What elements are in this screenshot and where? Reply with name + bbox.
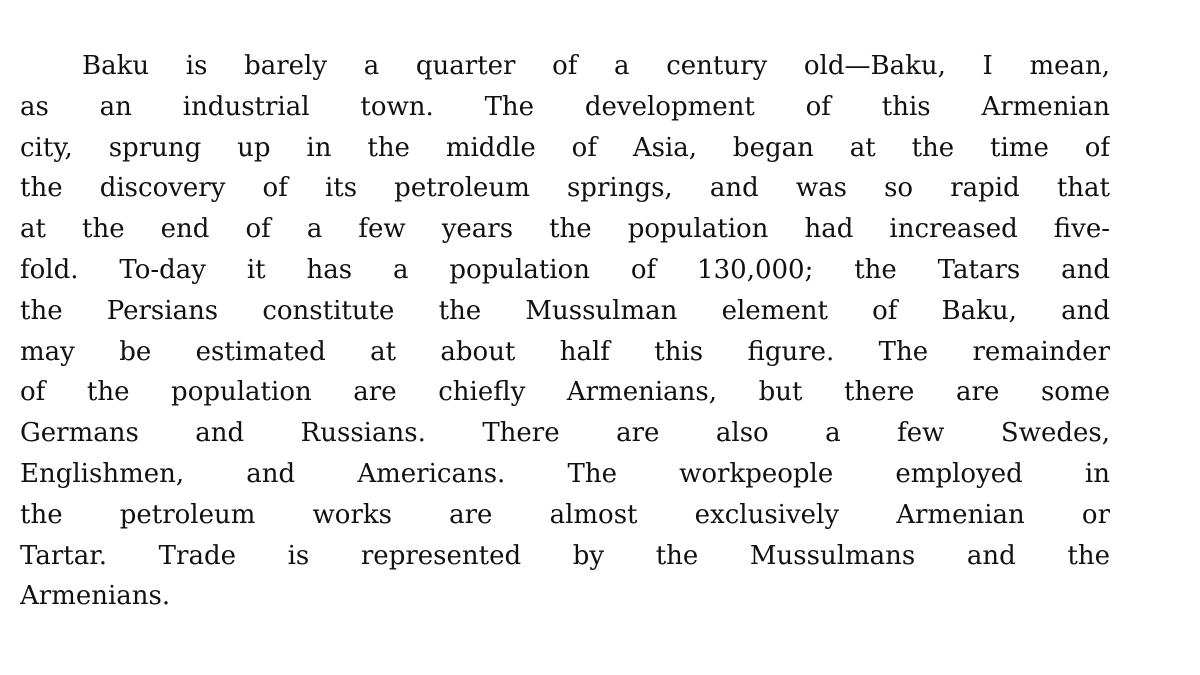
text-line-9: of the population are chiefly Armenians, but there are some bbox=[20, 377, 1110, 408]
text-line-5: at the end of a few years the population had increased five- bbox=[20, 214, 1110, 245]
text-line-7: the Persians constitute the Mussulman element of Baku, and bbox=[20, 295, 1110, 326]
text-line-2: as an industrial town. The development of this Armenian bbox=[20, 91, 1110, 122]
text-line-10: Germans and Russians. There are also a few Swedes, bbox=[20, 418, 1110, 449]
text-line-6: fold. To-day it has a population of 130,000; the Tatars and bbox=[20, 254, 1110, 285]
text-line-12: the petroleum works are almost exclusively Armenian or bbox=[20, 499, 1110, 530]
text-line-3: city, sprung up in the middle of Asia, began at the time of bbox=[20, 132, 1110, 163]
text-line-14: Armenians. bbox=[20, 581, 171, 612]
text-line-8: may be estimated at about half this figure. The remainder bbox=[20, 336, 1110, 367]
text-line-11: Englishmen, and Americans. The workpeople employed in bbox=[20, 458, 1110, 489]
paragraph bbox=[20, 46, 1110, 617]
text-line-1: Baku is barely a quarter of a century old—Baku, I mean, bbox=[82, 51, 1110, 81]
text-line-13: Tartar. Trade is represented by the Mussulmans and the bbox=[20, 540, 1110, 571]
text-line-4: the discovery of its petroleum springs, and was so rapid that bbox=[20, 173, 1110, 204]
